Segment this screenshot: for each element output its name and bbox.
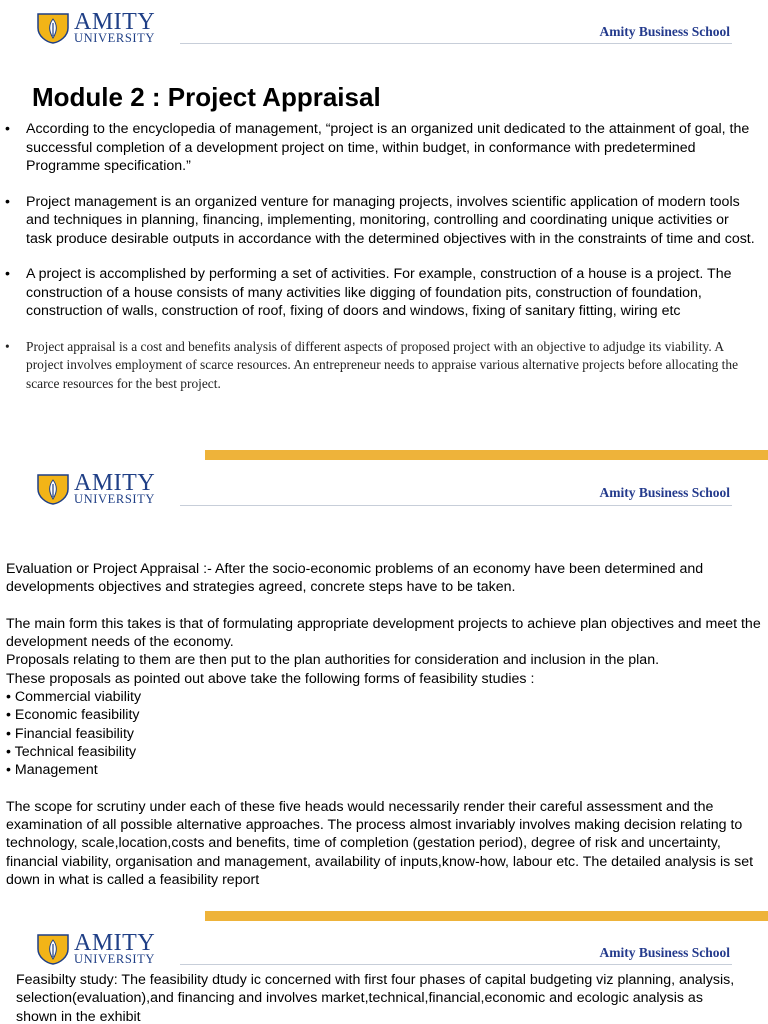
amity-shield-icon bbox=[36, 12, 70, 44]
amity-logo bbox=[36, 9, 171, 45]
paragraph: These proposals as pointed out above take the following forms of feasibility studies : bbox=[6, 670, 535, 687]
bullet-text: Project appraisal is a cost and benefits analysis of different aspects of proposed project with an objective to adjudge its viability. A project involves employment of scarce resources. An entrepreneur needs to appraise various alternative projects before allocating the scarce resources for the best project. bbox=[26, 338, 739, 391]
bullet-dot: • bbox=[5, 121, 10, 137]
paragraph: Feasibilty study: The feasibility dtudy ic concerned with first four phases of capital budgeting viz planning, analysis, selection(evaluation),and financing and involves market,technical,financial,economic and ecologic analysis as shown in the exhibit bbox=[16, 972, 735, 1024]
paragraph: The main form this takes is that of formulating appropriate development projects to achieve plan objectives and meet the development needs of the economy. bbox=[6, 615, 761, 651]
header-divider bbox=[180, 964, 732, 965]
bullet-item bbox=[5, 120, 757, 176]
footer-bar bbox=[205, 911, 768, 921]
slide-3 bbox=[0, 925, 768, 1024]
bullet-dot: • bbox=[5, 266, 10, 282]
bullet-text: A project is accomplished by performing a set of activities. For example, construction of a house is a project. The construction of a house consists of many activities like digging of foundation pits, construction of foundation, construction of walls, construction of roof, fixing of doors and windows, fixing of sanitary fitting, wiring etc bbox=[26, 266, 732, 319]
amity-logo bbox=[36, 930, 171, 966]
school-name: Amity Business School bbox=[599, 945, 730, 960]
list-item: • Technical feasibility bbox=[6, 743, 137, 760]
slide-2-body bbox=[6, 560, 764, 889]
list-item: • Financial feasibility bbox=[6, 725, 134, 742]
bullet-item bbox=[5, 265, 757, 321]
footer-bar bbox=[205, 450, 768, 460]
bullet-text: According to the encyclopedia of management, “project is an organized unit dedicated to the attainment of goal, the successful completion of a development project on time, within budget, in conformance with predetermined Programme specification.” bbox=[26, 121, 750, 174]
school-name: Amity Business School bbox=[599, 24, 730, 39]
bullet-dot: • bbox=[5, 193, 10, 210]
header-divider bbox=[180, 43, 732, 44]
list-item: • Economic feasibility bbox=[6, 707, 140, 724]
slide-1 bbox=[0, 0, 768, 465]
paragraph: The scope for scrutiny under each of these five heads would necessarily render their careful assessment and the examination of all possible alternative approaches. The process almost invariably involves making decision relating to technology, scale,location,costs and benefits, time of completion (gestation period), degree of risk and uncertainty, financial viability, organisation and management, availability of inputs,know-how, labour etc. The detailed analysis is set down in what is called a feasibility report bbox=[6, 798, 754, 889]
bullet-text: Project management is an organized venture for managing projects, involves scientific application of modern tools and techniques in planning, financing, implementing, monitoring, controlling and coordinating unique activities or task produce desirable outputs in accordance with the determined objectives with in the constraints of time and cost. bbox=[26, 193, 755, 247]
list-item: • Management bbox=[6, 762, 98, 779]
bullet-dot: • bbox=[5, 338, 10, 354]
logo-name: AMITY bbox=[74, 470, 156, 496]
paragraph: Evaluation or Project Appraisal :- After the socio-economic problems of an economy have been determined and developments objectives and strategies agreed, concrete steps have to be taken. bbox=[6, 561, 704, 596]
amity-shield-icon bbox=[36, 933, 70, 965]
paragraph: Proposals relating to them are then put to the plan authorities for consideration and inclusion in the plan. bbox=[6, 652, 660, 669]
school-name: Amity Business School bbox=[599, 485, 730, 500]
list-item: • Commercial viability bbox=[6, 689, 142, 706]
bullet-item bbox=[5, 193, 757, 249]
bullet-list bbox=[5, 120, 757, 410]
logo-sub: UNIVERSITY bbox=[74, 31, 155, 45]
logo-sub: UNIVERSITY bbox=[74, 492, 155, 506]
logo-name: AMITY bbox=[74, 9, 156, 35]
bullet-item bbox=[5, 338, 757, 394]
logo-sub: UNIVERSITY bbox=[74, 952, 155, 966]
slide-2 bbox=[0, 465, 768, 925]
logo-name: AMITY bbox=[74, 930, 156, 956]
amity-logo bbox=[36, 470, 171, 506]
slide-title: Module 2 : Project Appraisal bbox=[32, 82, 381, 112]
header-divider bbox=[180, 505, 732, 506]
amity-shield-icon bbox=[36, 473, 70, 505]
